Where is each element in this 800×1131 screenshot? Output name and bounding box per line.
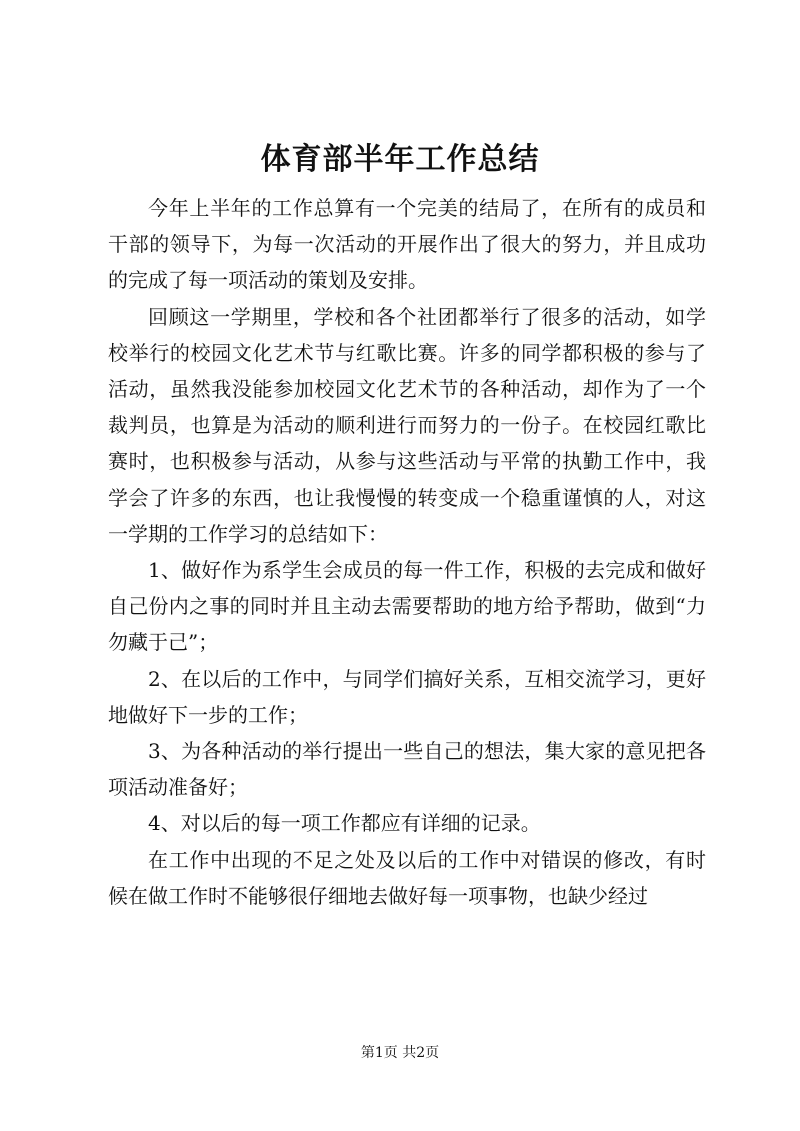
paragraph-item-2: 2、在以后的工作中，与同学们搞好关系，互相交流学习，更好地做好下一步的工作； xyxy=(108,666,706,727)
paragraph-item-3: 3、为各种活动的举行提出一些自己的想法，集大家的意见把各项活动准备好； xyxy=(108,739,706,800)
paragraph-intro: 今年上半年的工作总算有一个完美的结局了，在所有的成员和干部的领导下，为每一次活动的开展作出了很大的努力，并且成功的完成了每一项活动的策划及安排。 xyxy=(108,196,706,293)
page-footer: 第1页 共2页 xyxy=(360,1045,440,1061)
paragraph-item-4: 4、对以后的每一项工作都应有详细的记录。 xyxy=(148,811,541,836)
paragraph-review: 回顾这一学期里，学校和各个社团都举行了很多的活动，如学校举行的校园文化艺术节与红歌比赛。许多的同学都积极的参与了活动，虽然我没能参加校园文化艺术节的各种活动，却作为了一个裁判员，也算是为活动的顺利进行而努力的一份子。在校园红歌比赛时，也积极参与活动，从参与这些活动与平常的执勤工作中，我学会了许多的东西，也让我慢慢的转变成一个稳重谨慎的人，对这一学期的工作学习的总结如下： xyxy=(108,304,706,546)
document-body xyxy=(108,190,706,914)
paragraph-item-1: 1、做好作为系学生会成员的每一件工作，积极的去完成和做好自己份内之事的同时并且主动去需要帮助的地方给予帮助，做到“力勿藏于己”； xyxy=(108,558,706,655)
document-title: 体育部半年工作总结 xyxy=(260,142,540,177)
paragraph-shortcomings: 在工作中出现的不足之处及以后的工作中对错误的修改，有时候在做工作时不能够很仔细地去做好每一项事物，也缺少经过 xyxy=(108,847,706,908)
